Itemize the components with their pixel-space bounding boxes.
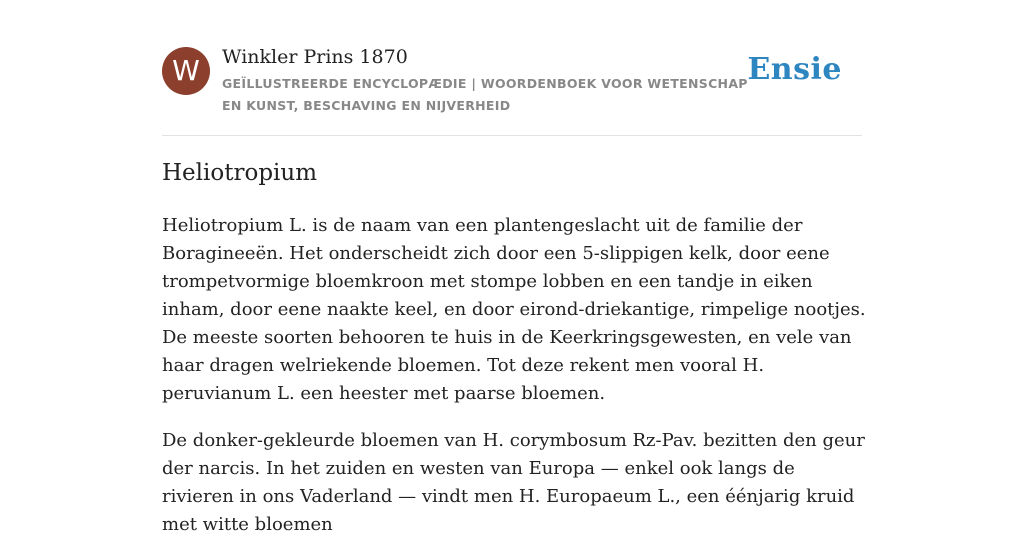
divider	[162, 135, 862, 136]
publication-title[interactable]: Winkler Prins 1870	[222, 46, 408, 68]
ensie-logo[interactable]: Ensie	[747, 52, 842, 87]
avatar[interactable]: W	[162, 47, 210, 95]
article-title: Heliotropium	[162, 160, 318, 186]
header	[162, 46, 862, 116]
publication-subtitle: GEÏLLUSTREERDE ENCYCLOPÆDIE | WOORDENBOEK VOOR WETENSCHAP EN KUNST, BESCHAVING EN NIJVERHEID	[222, 76, 748, 113]
article-body	[162, 212, 867, 558]
article-paragraph: Heliotropium L. is de naam van een plantengeslacht uit de familie der Boragineeën. Het onderscheidt zich door een 5-slippigen kelk, door eene trompetvormige bloemkroon met stompe lobben en een tandje in eiken inham, door eene naakte keel, en door eirond-driekantige, rimpelige nootjes. De meeste soorten behooren te huis in de Keerkringsgewesten, en vele van haar dragen welriekende bloemen. Tot deze rekent men vooral H. peruvianum L. een heester met paarse bloemen.	[162, 215, 866, 404]
article-paragraph: De donker-gekleurde bloemen van H. corymbosum Rz-Pav. bezitten den geur der narcis. In het zuiden en westen van Europa — enkel ook langs de rivieren in ons Vaderland — vindt men H. Europaeum L., een éénjarig kruid met witte bloemen	[162, 430, 865, 535]
